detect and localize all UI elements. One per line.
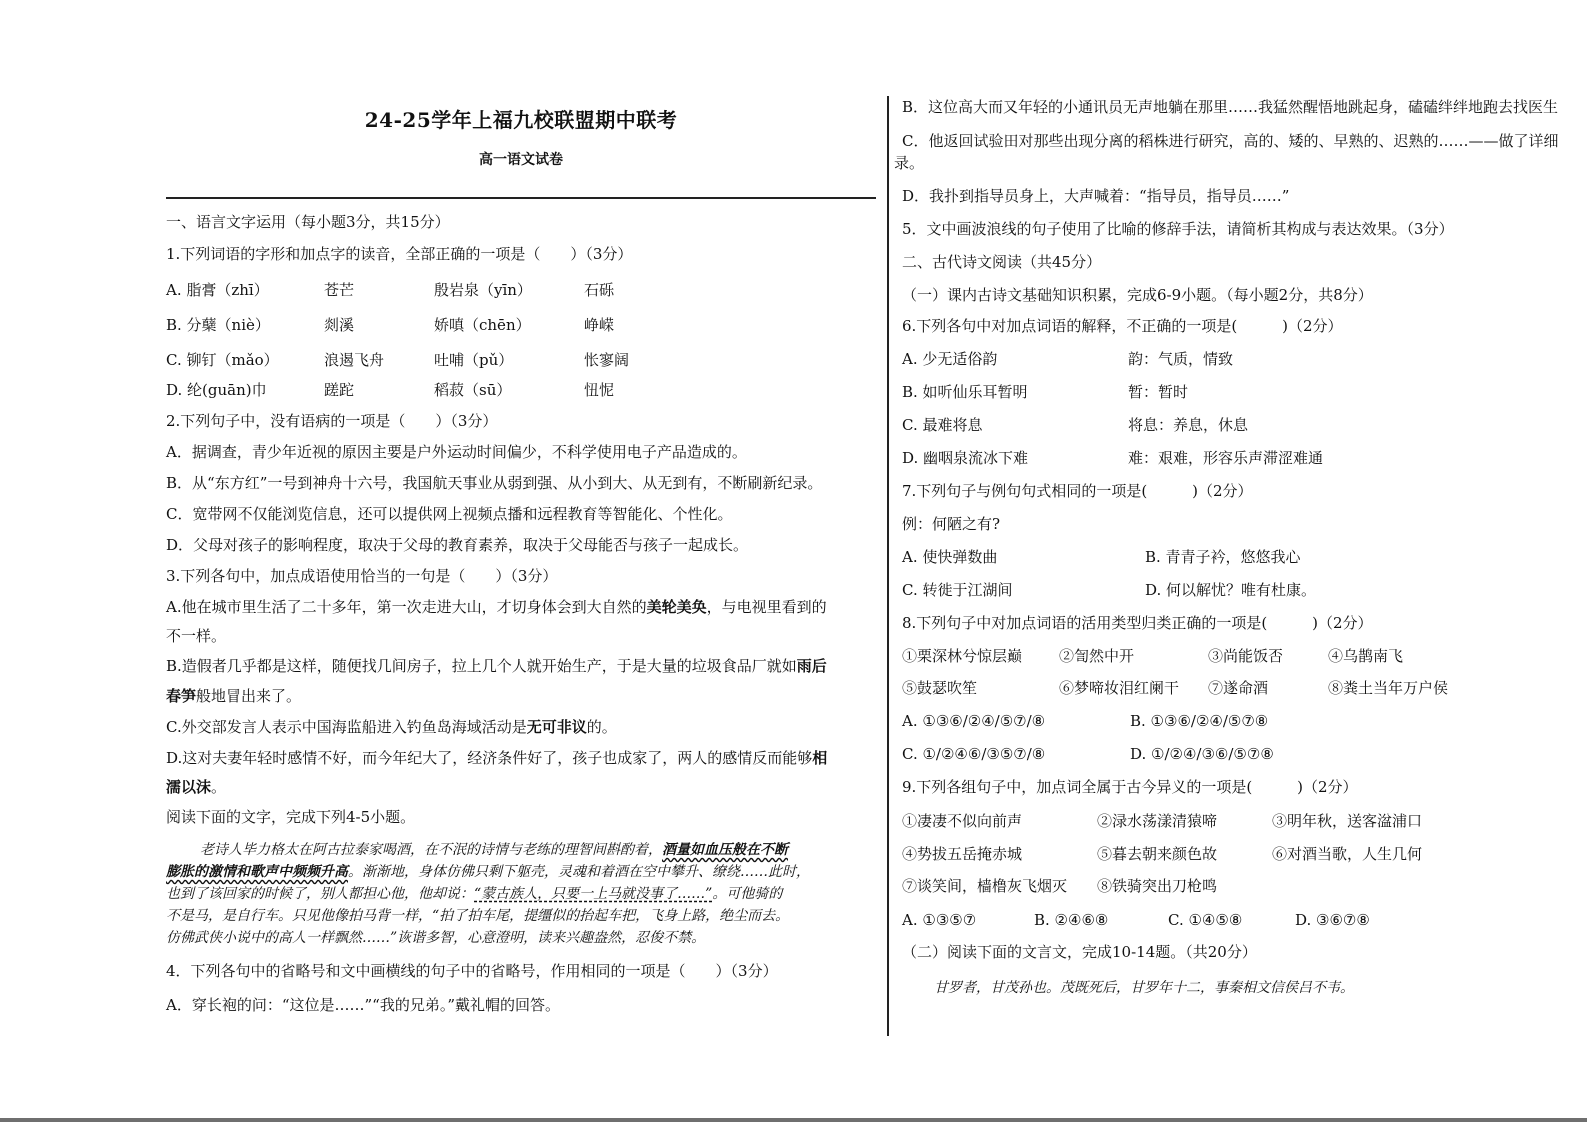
q6-sentence: C. 最难将息 xyxy=(902,416,983,434)
q1-cell: 忸怩 xyxy=(584,381,615,399)
passage-line xyxy=(200,840,788,860)
q6-explanation: 暂：暂时 xyxy=(1128,383,1189,401)
q8-option: C. ①/②④⑥/③⑤⑦/⑧ xyxy=(902,745,1046,763)
subsection-heading: （二）阅读下面的文言文，完成10-14题。（共20分） xyxy=(902,943,1257,961)
q1-cell: A. 脂膏（zhī） xyxy=(166,281,269,299)
q1-cell: B. 分蘖（niè） xyxy=(166,316,270,334)
question-stem: 3.下列各句中，加点成语使用恰当的一句是（ ）（3分） xyxy=(166,567,558,585)
wavy-underlined-sentence: 膨胀的激情和歌声中频频升高 xyxy=(166,864,348,880)
text: 。 xyxy=(211,778,227,796)
q3-option-d xyxy=(166,748,827,768)
passage-line: 不是马，是自行车。只见他像拍马背一样，“拍了拍车尾，提缰似的抬起车把，飞身上路，绝尘而去。 xyxy=(166,908,790,924)
question-stem: 9.下列各组句子中，加点词全属于古今异义的一项是( )（2分） xyxy=(902,778,1358,796)
q8-item-row xyxy=(902,678,1542,698)
q1-option-row xyxy=(166,380,866,400)
exam-title: 24-25学年上福九校联盟期中联考 xyxy=(364,108,678,132)
q6-option-row xyxy=(902,349,1502,369)
q9-item: ①凄凄不似向前声 xyxy=(902,812,1023,830)
text: 的。 xyxy=(586,718,617,736)
q1-cell: 稻菽（sū） xyxy=(434,381,512,399)
q9-option: B. ②④⑥⑧ xyxy=(1034,911,1109,929)
q3-option-d-cont xyxy=(166,777,226,797)
text: 。可他骑的 xyxy=(712,886,783,902)
text: 老诗人毕力格太在阿古拉泰家喝酒，在不泯的诗情与老练的理智间斟酌着， xyxy=(200,842,662,858)
q4-option-cont: 录。 xyxy=(894,154,925,172)
q2-option: B．从“东方红”一号到神舟十六号，我国航天事业从弱到强、从小到大、从无到有，不断刷新纪录。 xyxy=(166,474,823,492)
q4-option: B．这位高大而又年轻的小通讯员无声地躺在那里……我猛然醒悟地跳起身，磕磕绊绊地跑去找医生 xyxy=(902,98,1559,116)
q7-example: 例：何陋之有? xyxy=(902,515,1001,533)
q6-sentence: B. 如听仙乐耳暂明 xyxy=(902,383,1028,401)
q6-explanation: 将息：养息，休息 xyxy=(1128,416,1249,434)
idiom: 雨后 xyxy=(796,657,827,675)
text: D.这对夫妻年轻时感情不好，而今年纪大了，经济条件好了，孩子也成家了，两人的感情反而能够 xyxy=(166,749,813,767)
q7-option-row xyxy=(902,580,1502,600)
page-bottom-edge xyxy=(0,1118,1587,1122)
reading-intro: 阅读下面的文字，完成下列4-5小题。 xyxy=(166,808,416,826)
q8-item: ⑦遂命酒 xyxy=(1208,679,1269,697)
question-stem: 2.下列句子中，没有语病的一项是（ ）（3分） xyxy=(166,412,498,430)
q2-option: C．宽带网不仅能浏览信息，还可以提供网上视频点播和远程教育等智能化、个性化。 xyxy=(166,505,733,523)
idiom: 濡以沫 xyxy=(166,778,212,796)
q1-cell: 浪遏飞舟 xyxy=(324,351,385,369)
q8-option: A. ①③⑥/②④/⑤⑦/⑧ xyxy=(902,712,1046,730)
q6-sentence: D. 幽咽泉流冰下难 xyxy=(902,449,1029,467)
text: A.他在城市里生活了二十多年，第一次走进大山，才切身体会到大自然的 xyxy=(166,598,647,616)
q9-item: ⑦谈笑间，樯橹灰飞烟灭 xyxy=(902,877,1068,895)
text: 般地冒出来了。 xyxy=(196,687,302,705)
q8-item: ⑥梦啼妆泪红阑干 xyxy=(1059,679,1180,697)
q7-option: D. 何以解忧？唯有杜康。 xyxy=(1145,581,1317,599)
q1-cell: 吐哺（pǔ） xyxy=(434,351,514,369)
question-stem: 6.下列各句中对加点词语的解释，不正确的一项是( )（2分） xyxy=(902,317,1343,335)
q9-item-row xyxy=(902,811,1542,831)
q6-option-row xyxy=(902,448,1502,468)
q8-item: ①栗深林兮惊层巅 xyxy=(902,647,1023,665)
idiom: 美轮美奂 xyxy=(646,598,707,616)
passage-line xyxy=(166,884,782,904)
q1-cell: 怅寥阔 xyxy=(584,351,630,369)
idiom: 春笋 xyxy=(166,687,197,705)
q6-explanation: 韵：气质，情致 xyxy=(1128,350,1234,368)
idiom: 相 xyxy=(812,749,828,767)
text: 。渐渐地，身体仿佛只剩下躯壳，灵魂和着酒在空中攀升、缭绕……此时， xyxy=(348,864,810,880)
q2-option: A．据调查，青少年近视的原因主要是户外运动时间偏少，不科学使用电子产品造成的。 xyxy=(166,443,747,461)
q9-option: A. ①③⑤⑦ xyxy=(902,911,977,929)
wavy-underlined-sentence: 酒量如血压般在不断 xyxy=(662,842,788,858)
q4-option: C．他返回试验田对那些出现分离的稻株进行研究，高的、矮的、早熟的、迟熟的……——做了详细 xyxy=(902,132,1559,150)
q9-option-row xyxy=(902,910,1542,930)
q8-option-row xyxy=(902,711,1542,731)
q9-option: C. ①④⑤⑧ xyxy=(1168,911,1243,929)
q1-cell: D. 纶(guān)巾 xyxy=(166,381,267,399)
question-stem: 5．文中画波浪线的句子使用了比喻的修辞手法，请简析其构成与表达效果。（3分） xyxy=(902,220,1454,238)
q3-option-a-cont: 不一样。 xyxy=(166,627,227,645)
q8-option-row xyxy=(902,744,1542,764)
question-stem: 1.下列词语的字形和加点字的读音，全部正确的一项是（ ）（3分） xyxy=(166,245,633,263)
q8-item: ⑧粪土当年万户侯 xyxy=(1328,679,1449,697)
q9-item-row xyxy=(902,844,1542,864)
passage-line: 仿佛武侠小说中的高人一样飘然……”诙谐多智，心意澄明，读来兴趣盎然，忍俊不禁。 xyxy=(166,930,706,946)
q1-cell: 峥嵘 xyxy=(584,316,615,334)
q8-item: ②訇然中开 xyxy=(1059,647,1135,665)
q6-option-row xyxy=(902,382,1502,402)
question-stem: 8.下列句子中对加点词语的活用类型归类正确的一项是( )（2分） xyxy=(902,614,1373,632)
q9-item: ④势拔五岳掩赤城 xyxy=(902,845,1023,863)
q8-item: ③尚能饭否 xyxy=(1208,647,1284,665)
q9-option: D. ③⑥⑦⑧ xyxy=(1295,911,1370,929)
subsection-heading: （一）课内古诗文基础知识积累，完成6-9小题。（每小题2分，共8分） xyxy=(902,286,1373,304)
q1-cell: 娇嗔（chēn） xyxy=(434,316,531,334)
underlined-sentence: “蒙古族人，只要一上马就没事了……” xyxy=(474,886,713,902)
q1-option-row xyxy=(166,315,866,335)
column-divider xyxy=(887,96,889,1036)
q4-option: A．穿长袍的问：“这位是……”“我的兄弟。”戴礼帽的回答。 xyxy=(166,996,561,1014)
question-stem: 4．下列各句中的省略号和文中画横线的句子中的省略号，作用相同的一项是（ ）（3分） xyxy=(166,962,778,980)
text: 也到了该回家的时候了，别人都担心他，他却说： xyxy=(166,886,474,902)
q7-option: A. 使快弹数曲 xyxy=(902,548,998,566)
q8-option: B. ①③⑥/②④/⑤⑦⑧ xyxy=(1130,712,1269,730)
question-stem: 7.下列句子与例句句式相同的一项是( )（2分） xyxy=(902,482,1253,500)
q2-option: D．父母对孩子的影响程度，取决于父母的教育素养，取决于父母能否与孩子一起成长。 xyxy=(166,536,749,554)
passage-line xyxy=(166,862,810,882)
header-rule xyxy=(166,197,876,199)
q9-item: ②渌水荡漾清猿啼 xyxy=(1097,812,1218,830)
q1-cell: 剡溪 xyxy=(324,316,355,334)
section-heading: 一、语言文字运用（每小题3分，共15分） xyxy=(166,213,450,231)
q3-option-b-cont xyxy=(166,686,301,706)
section-heading: 二、古代诗文阅读（共45分） xyxy=(902,253,1102,271)
q8-option: D. ①/②④/③⑥/⑤⑦⑧ xyxy=(1130,745,1274,763)
q7-option-row xyxy=(902,547,1502,567)
q8-item-row xyxy=(902,646,1542,666)
q9-item-row xyxy=(902,876,1542,896)
q3-option-b xyxy=(166,656,827,676)
q1-cell: C. 铆钉（mǎo） xyxy=(166,351,279,369)
q1-cell: 殷岩泉（yīn） xyxy=(434,281,532,299)
text: C.外交部发言人表示中国海监船进入钓鱼岛海域活动是 xyxy=(166,718,527,736)
q6-option-row xyxy=(902,415,1502,435)
q8-item: ④乌鹊南飞 xyxy=(1328,647,1404,665)
q7-option: C. 转徙于江湖间 xyxy=(902,581,1013,599)
text: ，与电视里看到的 xyxy=(706,598,827,616)
idiom: 无可非议 xyxy=(526,718,587,736)
q9-item: ③明年秋，送客湓浦口 xyxy=(1272,812,1423,830)
text: B.造假者几乎都是这样，随便找几间房子，拉上几个人就开始生产，于是大量的垃圾食品厂就如 xyxy=(166,657,797,675)
q7-option: B. 青青子衿，悠悠我心 xyxy=(1145,548,1301,566)
q9-item: ⑤暮去朝来颜色故 xyxy=(1097,845,1218,863)
q6-sentence: A. 少无适俗韵 xyxy=(902,350,998,368)
q4-option: D．我扑到指导员身上，大声喊着：“指导员，指导员……” xyxy=(902,187,1290,205)
q1-cell: 石砾 xyxy=(584,281,615,299)
exam-subtitle: 高一语文试卷 xyxy=(479,152,563,168)
q1-cell: 苍芒 xyxy=(324,281,355,299)
q3-option-c xyxy=(166,717,617,737)
q8-item: ⑤鼓瑟吹笙 xyxy=(902,679,978,697)
q1-option-row xyxy=(166,350,866,370)
q6-explanation: 难：艰难，形容乐声滞涩难通 xyxy=(1128,449,1324,467)
q9-item: ⑥对酒当歌，人生几何 xyxy=(1272,845,1423,863)
q1-cell: 蹉跎 xyxy=(324,381,355,399)
q1-option-row xyxy=(166,280,866,300)
classical-passage: 甘罗者，甘茂孙也。茂既死后，甘罗年十二，事秦相文信侯吕不韦。 xyxy=(934,980,1354,996)
q9-item: ⑧铁骑突出刀枪鸣 xyxy=(1097,877,1218,895)
q3-option-a xyxy=(166,597,827,617)
